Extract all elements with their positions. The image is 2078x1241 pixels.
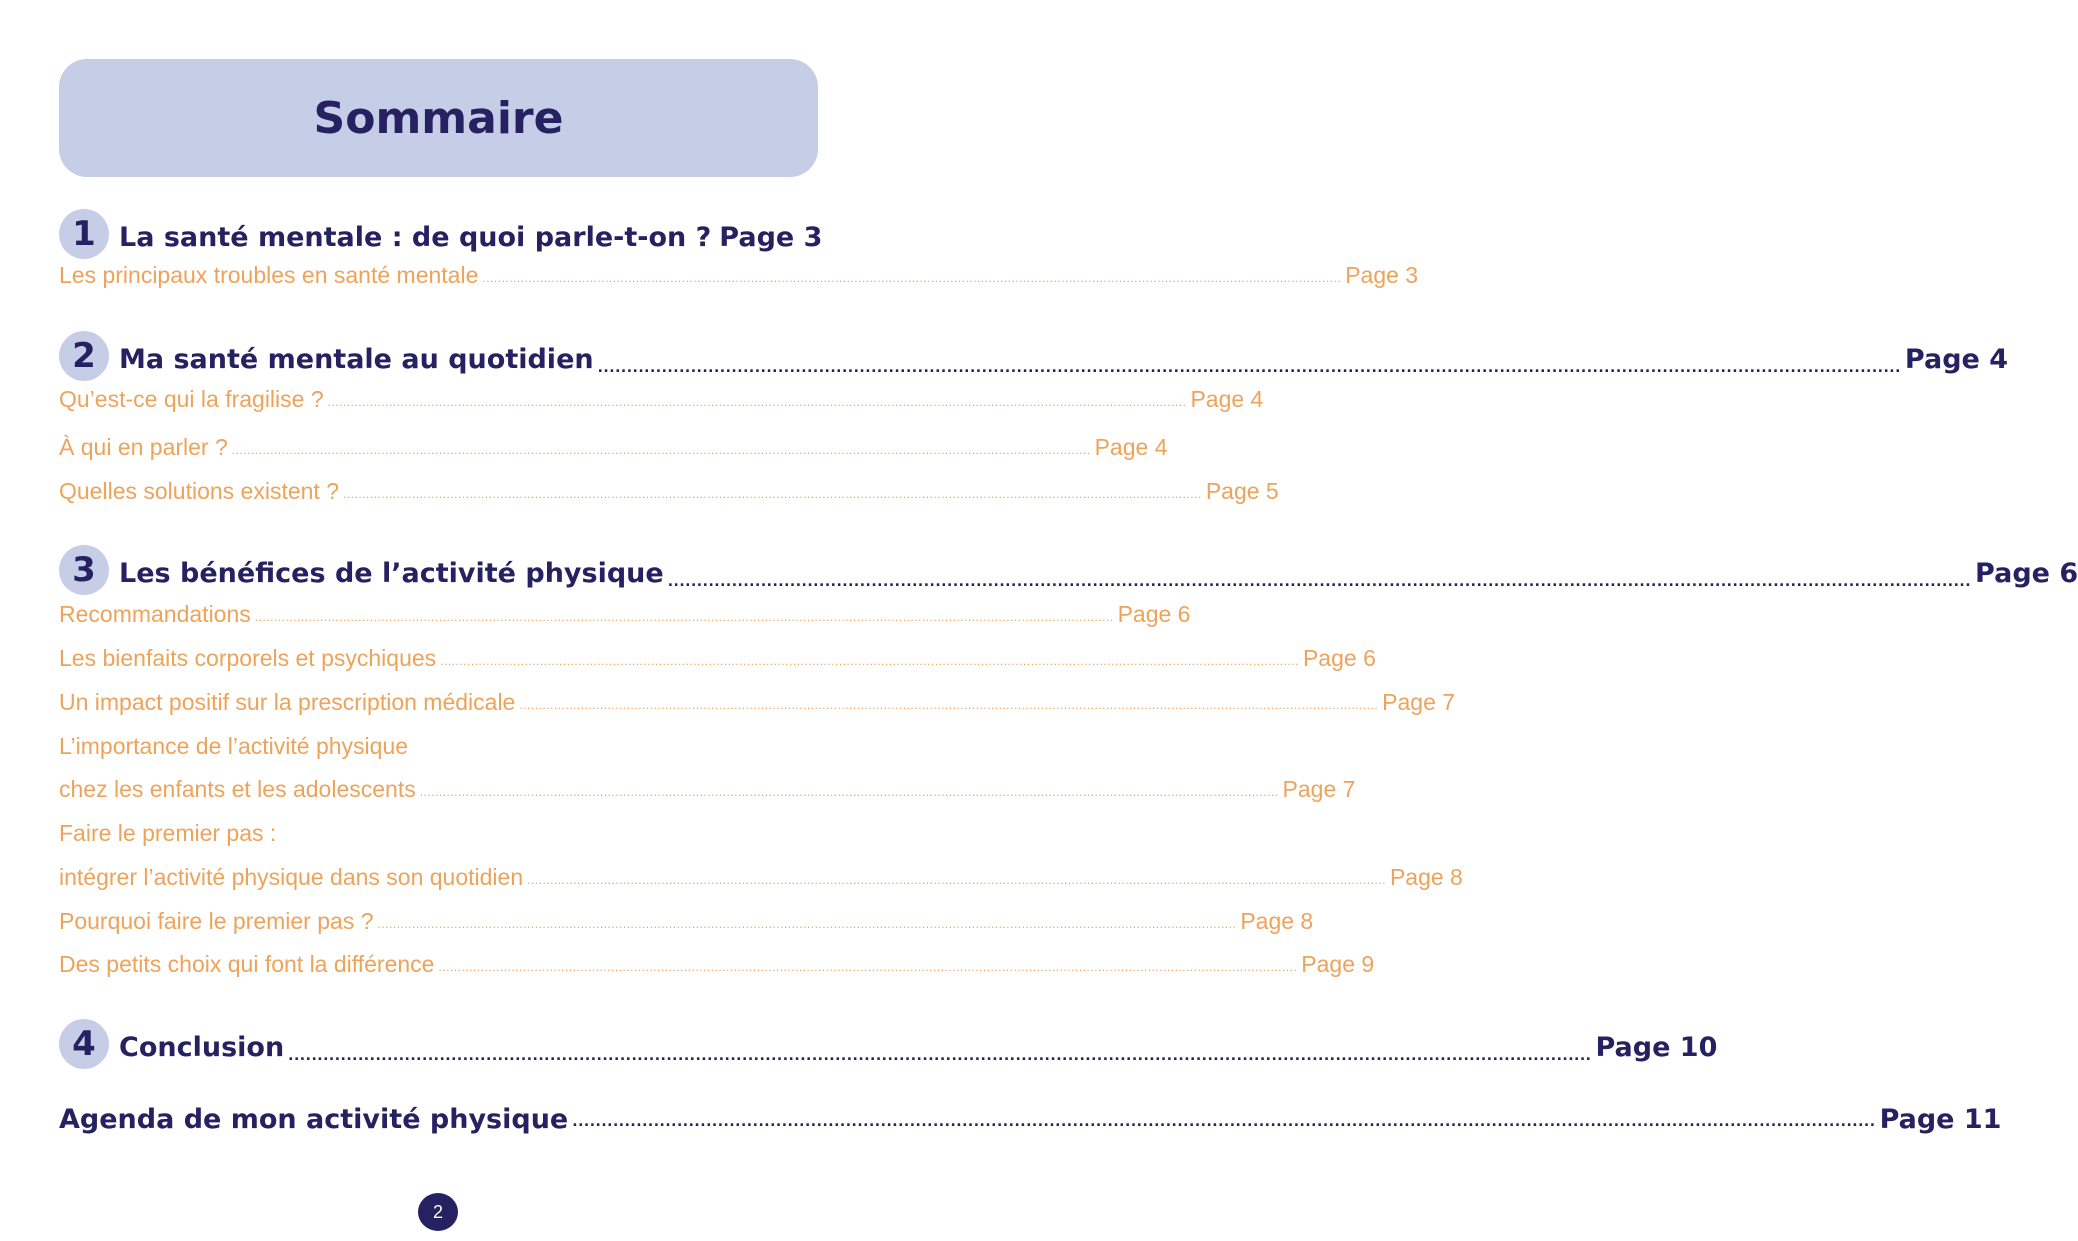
item-page: Page 7 bbox=[1382, 689, 1456, 715]
toc-section-4[interactable] bbox=[59, 1019, 1718, 1069]
item-label: Quelles solutions existent ? bbox=[59, 478, 339, 504]
dot-leader: ................................................................................................................................................................................................................................ bbox=[482, 271, 1342, 285]
toc-agenda[interactable] bbox=[59, 1104, 2002, 1135]
agenda-page: Page 11 bbox=[1879, 1104, 2002, 1135]
page-title: Sommaire bbox=[313, 92, 564, 144]
toc-section-2[interactable] bbox=[59, 331, 2009, 381]
toc-item[interactable] bbox=[59, 478, 1279, 505]
section-number-badge: 1 bbox=[59, 209, 109, 259]
item-label: Pourquoi faire le premier pas ? bbox=[59, 908, 374, 934]
dot-leader: ................................................................................................................................................................................................................................ bbox=[377, 917, 1237, 931]
toc-item[interactable] bbox=[59, 776, 1356, 803]
dot-leader: ................................................................................................................................................................................................................................ bbox=[327, 395, 1187, 409]
toc-item[interactable] bbox=[59, 262, 1419, 289]
dot-leader: ................................................................................................................................................................................................................................ bbox=[440, 654, 1299, 668]
item-page: Page 4 bbox=[1094, 434, 1168, 460]
dot-leader: ................................................................................................................................................................................................................................ bbox=[254, 610, 1114, 624]
agenda-title: Agenda de mon activité physique bbox=[59, 1104, 569, 1135]
section-title: Les bénéfices de l’activité physique bbox=[119, 558, 664, 589]
dot-leader: ................................................................................................................................................................................................................................ bbox=[231, 443, 1091, 457]
toc-item[interactable] bbox=[59, 601, 1191, 628]
dot-leader: ................................................................................................................................................................................................................................ bbox=[343, 487, 1202, 501]
toc-item[interactable] bbox=[59, 689, 1456, 716]
section-page: Page 4 bbox=[1904, 344, 2009, 375]
section-page: Page 3 bbox=[719, 222, 823, 253]
item-page: Page 8 bbox=[1240, 908, 1314, 934]
item-label: chez les enfants et les adolescents bbox=[59, 776, 416, 802]
item-label: À qui en parler ? bbox=[59, 434, 228, 460]
item-label-line1: L’importance de l’activité physique bbox=[59, 733, 409, 759]
item-label: Qu’est-ce qui la fragilise ? bbox=[59, 386, 324, 412]
toc-item[interactable] bbox=[59, 864, 1463, 891]
dot-leader: ................................................................................................................................................................................................................................ bbox=[419, 785, 1279, 799]
dot-leader: ................................................................................................................................................................................................................................ bbox=[597, 360, 1901, 376]
item-page: Page 8 bbox=[1389, 864, 1463, 890]
toc-section-1[interactable] bbox=[59, 209, 823, 259]
section-number-badge: 3 bbox=[59, 545, 109, 595]
item-label: Les bienfaits corporels et psychiques bbox=[59, 645, 437, 671]
section-page: Page 10 bbox=[1595, 1032, 1718, 1063]
item-page: Page 7 bbox=[1282, 776, 1356, 802]
toc-item[interactable] bbox=[59, 908, 1314, 935]
item-label-line1: Faire le premier pas : bbox=[59, 820, 277, 846]
dot-leader: ................................................................................................................................................................................................................................ bbox=[288, 1048, 1592, 1064]
item-label: Recommandations bbox=[59, 601, 251, 627]
item-page: Page 6 bbox=[1117, 601, 1191, 627]
dot-leader: ................................................................................................................................................................................................................................ bbox=[438, 960, 1298, 974]
section-page: Page 6 bbox=[1975, 558, 2078, 589]
section-number-badge: 2 bbox=[59, 331, 109, 381]
item-label: Un impact positif sur la prescription médicale bbox=[59, 689, 516, 715]
title-banner bbox=[59, 59, 818, 177]
item-page: Page 5 bbox=[1205, 478, 1279, 504]
section-number-badge: 4 bbox=[59, 1019, 109, 1069]
toc-item[interactable] bbox=[59, 434, 1168, 461]
item-label: Les principaux troubles en santé mentale bbox=[59, 262, 479, 288]
section-title: Conclusion bbox=[119, 1032, 285, 1063]
toc-section-3[interactable] bbox=[59, 545, 2078, 595]
dot-leader: ................................................................................................................................................................................................................................ bbox=[519, 698, 1379, 712]
item-page: Page 6 bbox=[1302, 645, 1376, 671]
toc-item[interactable] bbox=[59, 386, 1264, 413]
page-number-badge: 2 bbox=[418, 1193, 458, 1231]
toc-item[interactable] bbox=[59, 951, 1375, 978]
item-label: Des petits choix qui font la différence bbox=[59, 951, 435, 977]
section-title: La santé mentale : de quoi parle-t-on ? bbox=[119, 222, 712, 253]
dot-leader: ................................................................................................................................................................................................................................ bbox=[572, 1114, 1876, 1130]
dot-leader: ................................................................................................................................................................................................................................ bbox=[667, 574, 1972, 590]
item-page: Page 9 bbox=[1301, 951, 1375, 977]
item-page: Page 3 bbox=[1345, 262, 1419, 288]
item-page: Page 4 bbox=[1190, 386, 1264, 412]
item-label: intégrer l’activité physique dans son quotidien bbox=[59, 864, 524, 890]
toc-item[interactable] bbox=[59, 645, 1376, 672]
section-title: Ma santé mentale au quotidien bbox=[119, 344, 594, 375]
dot-leader: ................................................................................................................................................................................................................................ bbox=[527, 873, 1386, 887]
